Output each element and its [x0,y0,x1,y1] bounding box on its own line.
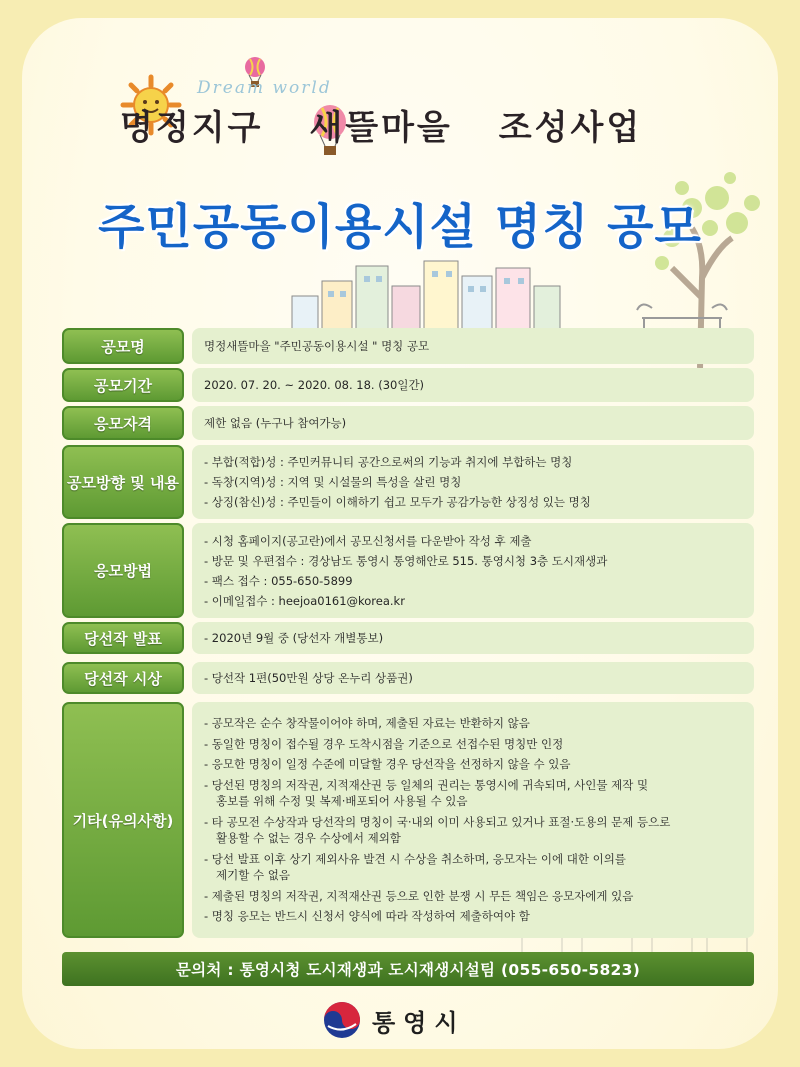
row-period [62,368,754,402]
row-label: 공모명 [62,328,184,364]
content-line: 제한 없음 (누구나 참여가능) [204,416,347,430]
subtitle-part3: 조성사업 [498,108,643,148]
row-content [192,523,754,618]
note-item: - 당선된 명칭의 저작권, 지적재산권 등 일체의 권리는 통영시에 귀속되며, 사인물 제작 및 홍보를 위해 수정 및 복제·배포되어 사용될 수 있음 [204,777,649,809]
content-line: - 팩스 접수 : 055-650-5899 [204,573,353,588]
taeguk-logo-icon [322,1000,362,1040]
project-subtitle [120,100,720,149]
note-item: - 응모한 명칭이 일정 수준에 미달할 경우 당선작을 선정하지 않을 수 있음 [204,757,571,772]
subtitle-part1: 명정지구 [120,108,264,148]
note-item: - 공모작은 순수 창작물이어야 하며, 제출된 자료는 반환하지 않음 [204,716,530,731]
city-logo [322,998,466,1042]
content-line: - 부합(적합)성 : 주민커뮤니티 공간으로써의 기능과 취지에 부합하는 명칭 [204,455,573,469]
dream-world-text: Dream world [197,78,332,98]
row-label: 기타(유의사항) [62,702,184,938]
row-content [192,662,754,694]
content-line: - 2020년 9월 중 (당선자 개별통보) [204,631,384,645]
note-item: - 제출된 명칭의 저작권, 지적재산권 등으로 인한 분쟁 시 무든 책임은 응모자에게 있음 [204,888,634,903]
content-line: - 상징(참신)성 : 주민들이 이해하기 쉽고 모두가 공감가능한 상징성 있는 명칭 [204,495,591,509]
row-label: 응모자격 [62,406,184,440]
note-item: - 명칭 응모는 반드시 신청서 양식에 따라 작성하여 제출하여야 함 [204,909,530,924]
row-notes [62,702,754,938]
row-label: 당선작 시상 [62,662,184,694]
city-name: 통영시 [372,1008,466,1037]
row-award [62,662,754,694]
row-content [192,328,754,364]
row-announcement [62,622,754,654]
contact-bar: 문의처 : 통영시청 도시재생과 도시재생시설팀 (055-650-5823) [62,952,754,986]
row-content [192,368,754,402]
row-method [62,523,754,618]
row-label: 응모방법 [62,523,184,618]
page-title: 주민공동이용시설 명칭 공모 [98,199,702,255]
note-item: - 타 공모전 수상작과 당선작의 명칭이 국·내외 이미 사용되고 있거나 표절·도용의 문제 등으로 활용할 수 없는 경우 수상에서 제외함 [204,814,671,846]
row-content [192,406,754,440]
row-direction [62,445,754,519]
subtitle-part2: 새뜰마을 [309,108,453,148]
row-label: 당선작 발표 [62,622,184,654]
note-item: - 당선 발표 이후 상기 제외사유 발견 시 수상을 취소하며, 응모자는 이에 대한 이의를 제기할 수 없음 [204,851,626,883]
content-line: - 독창(지역)성 : 지역 및 시설물의 특성을 살린 명칭 [204,475,462,489]
content-line: - 시청 홈페이지(공고란)에서 공모신청서를 다운받아 작성 후 제출 [204,533,532,548]
content-line: 2020. 07. 20. ~ 2020. 08. 18. (30일간) [204,378,425,392]
row-content [192,622,754,654]
row-title [62,328,754,364]
row-label: 공모방향 및 내용 [62,445,184,519]
note-item: - 동일한 명칭이 접수될 경우 도착시점을 기준으로 선접수된 명칭만 인정 [204,736,564,751]
row-content [192,445,754,519]
email-line: - 이메일접수 : heejoa0161@korea.kr [204,593,405,608]
row-content [192,702,754,938]
content-line: - 당선작 1편(50만원 상당 온누리 상품권) [204,671,413,685]
row-label: 공모기간 [62,368,184,402]
content-line: - 방문 및 우편접수 : 경상남도 통영시 통영해안로 515. 통영시청 3층 도시재생과 [204,553,608,568]
content-line: 명정새뜰마을 "주민공동이용시설 " 명칭 공모 [204,339,430,353]
row-eligibility [62,406,754,440]
